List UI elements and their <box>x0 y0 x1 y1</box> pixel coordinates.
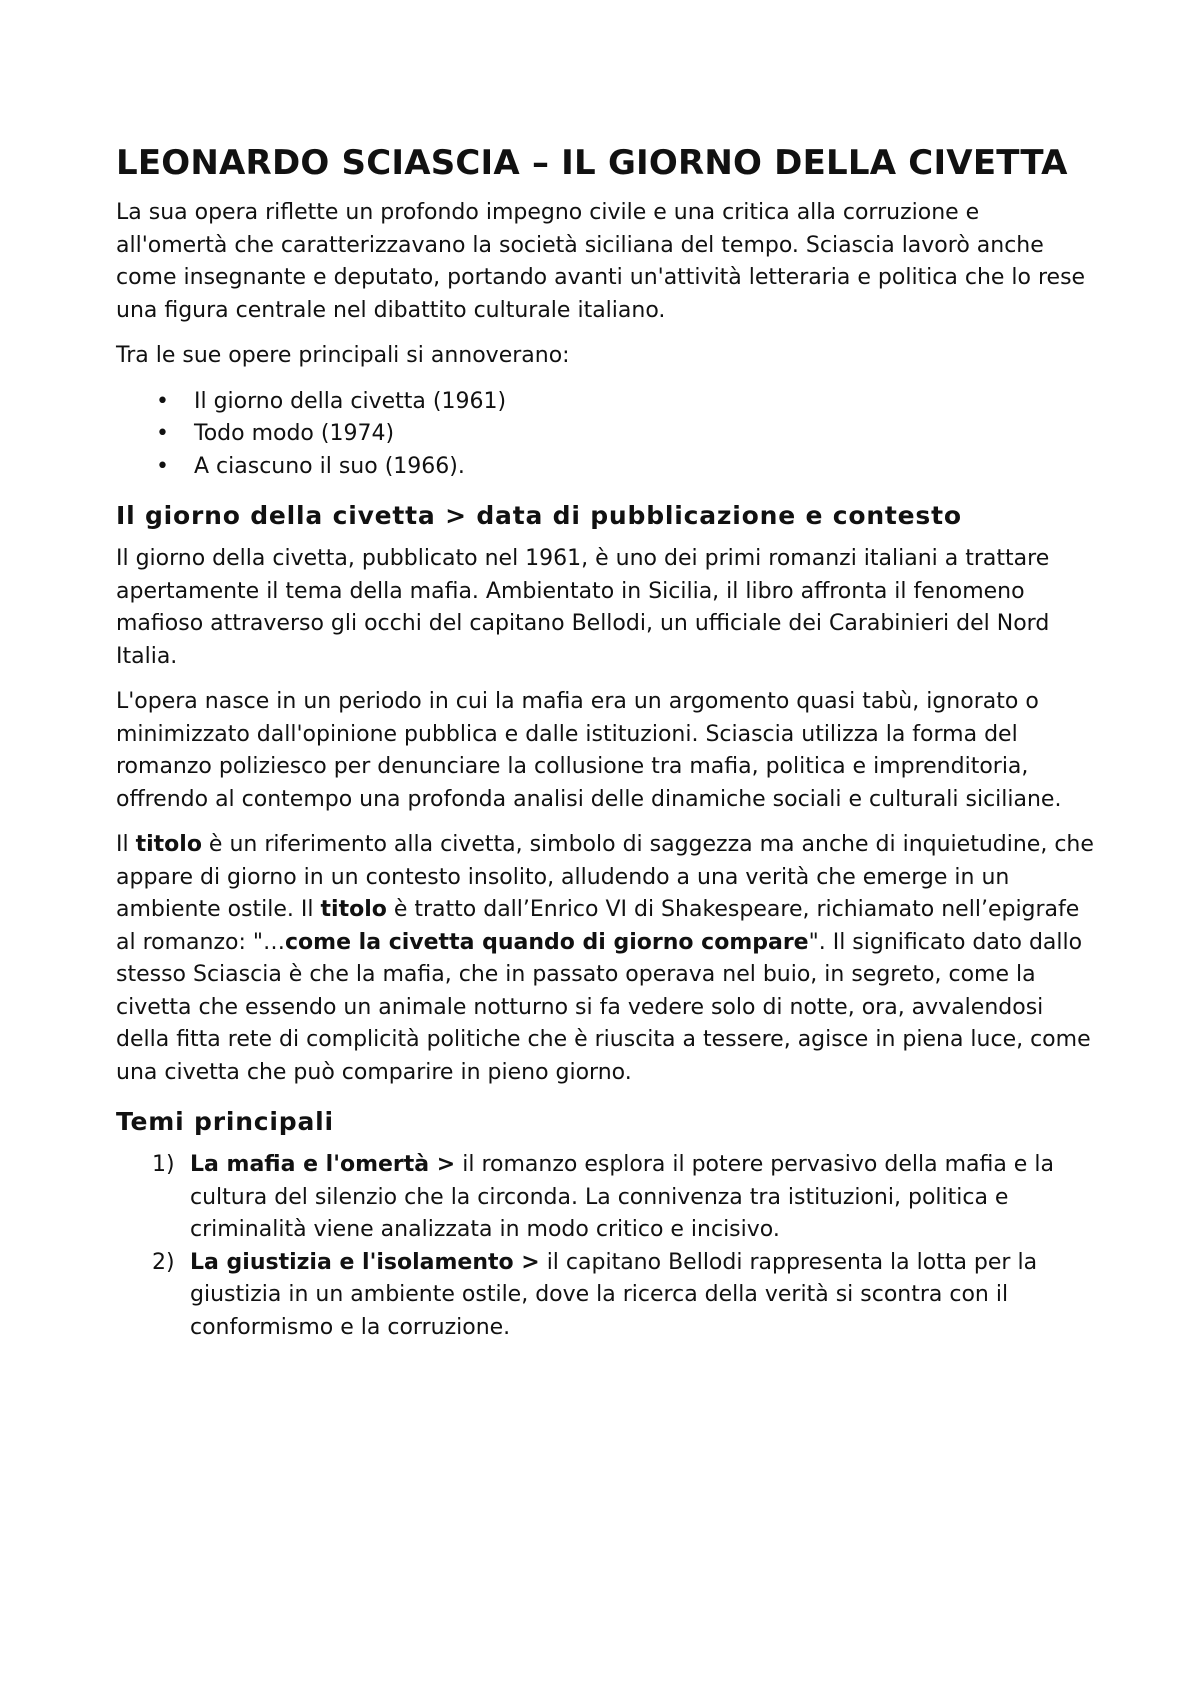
context-paragraph-1: Il giorno della civetta, pubblicato nel 1961, è uno dei primi romanzi italiani a trattare apertamente il tema della mafia. Ambientato in Sicilia, il libro affronta il fenomeno mafioso attraverso gli occhi del capitano Bellodi, un ufficiale dei Carabinieri del Nord Italia. <box>116 546 1050 669</box>
bullet-icon: • <box>156 388 169 414</box>
list-item <box>116 418 1096 451</box>
bold-text: titolo <box>135 832 202 857</box>
theme-text: il romanzo esplora il potere pervasivo della mafia e la cultura del silenzio che la circonda. La connivenza tra istituzioni, politica e criminalità viene analizzata in modo critico e incisivo. <box>190 1152 1054 1242</box>
list-number: 1) <box>152 1152 175 1177</box>
work-title: Il giorno della civetta (1961) <box>194 388 507 414</box>
list-item <box>116 451 1096 484</box>
work-title: Todo modo (1974) <box>194 421 395 446</box>
list-item <box>116 386 1096 419</box>
text-run: ". Il significato dato dallo stesso Sciascia è che la mafia, che in passato operava nel buio, in segreto, come la civetta che essendo un animale notturno si fa vedere solo di notte, ora, avvalendosi della fitta rete di complicità politiche che è riuscita a tessere, agisce in piena luce, come una civetta che può comparire in pieno giorno. <box>116 929 1091 1085</box>
section-heading-themes: Temi principali <box>116 1107 334 1136</box>
text-run: Il <box>116 832 136 857</box>
document-page <box>116 140 1096 1344</box>
intro-paragraph: La sua opera riflette un profondo impegno civile e una critica alla corruzione e all'omertà che caratterizzavano la società siciliana del tempo. Sciascia lavorò anche come insegnante e deputato, portando avanti un'attività letteraria e politica che lo rese una figura centrale nel dibattito culturale italiano. <box>116 200 1086 323</box>
bullet-icon: • <box>156 421 169 446</box>
theme-title: La giustizia e l'isolamento > <box>190 1249 540 1275</box>
works-intro: Tra le sue opere principali si annoverano: <box>116 343 570 368</box>
works-list <box>116 386 1096 484</box>
list-item <box>116 1247 1096 1345</box>
title-paragraph <box>116 829 1096 1089</box>
section-heading-context: Il giorno della civetta > data di pubblicazione e contesto <box>116 501 962 530</box>
themes-list <box>116 1149 1096 1344</box>
context-paragraph-2: L'opera nasce in un periodo in cui la mafia era un argomento quasi tabù, ignorato o minimizzato dall'opinione pubblica e dalle istituzioni. Sciascia utilizza la forma del romanzo poliziesco per denunciare la collusione tra mafia, politica e imprenditoria, offrendo al contempo una profonda analisi delle dinamiche sociali e culturali siciliane. <box>116 689 1062 812</box>
theme-text: il capitano Bellodi rappresenta la lotta per la giustizia in un ambiente ostile, dove la ricerca della verità si scontra con il conformismo e la corruzione. <box>190 1249 1038 1340</box>
bold-quote: come la civetta quando di giorno compare <box>285 929 809 955</box>
list-number: 2) <box>152 1249 175 1275</box>
text-run: è un riferimento alla civetta, simbolo di saggezza ma anche di inquietudine, che appare di giorno in un contesto insolito, alludendo a una verità che emerge in un ambiente ostile. Il <box>116 832 1094 922</box>
theme-title: La mafia e l'omertà > <box>190 1152 456 1177</box>
bold-text: titolo <box>320 897 387 922</box>
list-item <box>116 1149 1096 1247</box>
document-title: LEONARDO SCIASCIA – IL GIORNO DELLA CIVETTA <box>116 143 1068 183</box>
work-title: A ciascuno il suo (1966). <box>194 453 465 479</box>
text-run: è tratto dall’Enrico VI di Shakespeare, richiamato nell’epigrafe al romanzo: "… <box>116 897 1080 955</box>
bullet-icon: • <box>156 453 169 479</box>
